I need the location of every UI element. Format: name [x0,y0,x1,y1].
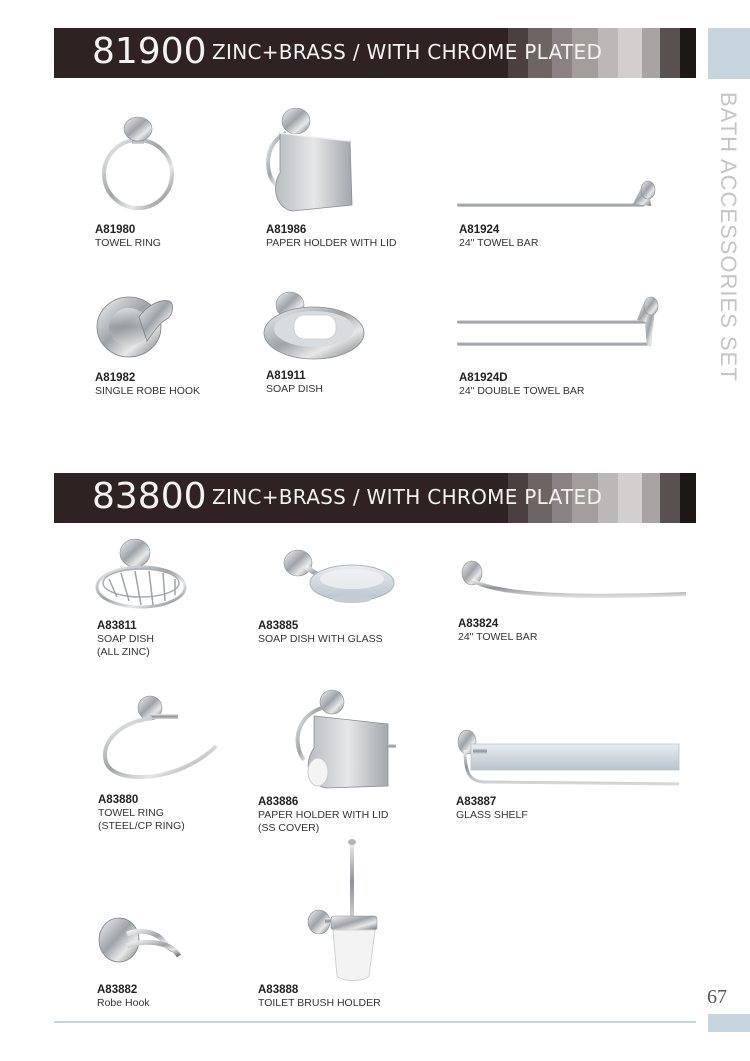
glass-soap-dish-icon [280,545,395,610]
product-code: A83888 [258,984,299,996]
product-code: A83885 [258,620,299,632]
product-label: 24" DOUBLE TOWEL BAR [459,385,585,397]
product-item [458,618,537,644]
product-item [258,620,383,646]
product-label: PAPER HOLDER WITH LID [258,809,389,821]
product-label: GLASS SHELF [456,809,528,821]
series-number: 81900 [92,31,207,72]
glass-shelf-icon [455,728,683,788]
section-banner-83800 [54,473,696,523]
paper-holder-icon [292,686,402,791]
product-item [456,796,528,822]
product-item [98,794,185,833]
product-label: SOAP DISH WITH GLASS [258,633,383,645]
towel-bar-icon [455,176,660,216]
product-label: (ALL ZINC) [97,646,150,658]
product-label: SOAP DISH [266,383,323,395]
product-label: SOAP DISH [97,633,154,645]
product-code: A81924 [459,224,500,236]
product-code: A83882 [97,984,138,996]
product-code: A81982 [95,372,136,384]
product-label: 24" TOWEL BAR [459,237,539,249]
section-banner-81900 [54,28,696,78]
side-title: BATH ACCESSORIES SET [716,92,741,382]
product-label: TOWEL RING [98,807,164,819]
product-label: TOILET BRUSH HOLDER [258,997,381,1009]
series-material: ZINC+BRASS / WITH CHROME PLATED [212,485,603,509]
product-code: A81980 [95,224,136,236]
footer-tab [708,1014,750,1032]
paper-holder-icon [262,103,362,218]
product-code: A83811 [97,620,137,632]
series-material: ZINC+BRASS / WITH CHROME PLATED [212,40,603,64]
product-code: A83886 [258,796,299,808]
soap-dish-icon [262,285,372,365]
product-code: A81911 [266,370,306,382]
towel-bar-icon [458,556,690,606]
footer-divider [54,1021,696,1023]
product-item [258,984,381,1010]
toilet-brush-holder-icon [305,838,395,983]
product-label: PAPER HOLDER WITH LID [266,237,397,249]
product-item [95,372,200,398]
page-number: 67 [707,986,727,1008]
product-item [266,370,323,396]
product-label: 24" TOWEL BAR [458,631,538,643]
product-item [95,224,161,250]
product-item [266,224,397,250]
product-code: A83887 [456,796,497,808]
robe-hook-icon [95,285,185,365]
product-label: (STEEL/CP RING) [98,820,185,832]
product-item [459,224,538,250]
product-label: (SS COVER) [258,822,320,834]
wire-soap-dish-icon [95,535,190,615]
product-item [459,372,585,398]
product-label: Robe Hook [97,997,150,1009]
product-item [97,984,150,1010]
double-towel-bar-icon [455,296,665,356]
product-code: A81986 [266,224,307,236]
product-code: A83880 [98,794,139,806]
product-code: A81924D [459,372,508,384]
product-code: A83824 [458,618,499,630]
towel-ring-icon [95,112,185,217]
product-label: SINGLE ROBE HOOK [95,385,201,397]
series-number: 83800 [92,476,207,517]
towel-ring-icon [100,692,220,784]
side-tab [708,28,750,79]
product-label: TOWEL RING [95,237,161,249]
double-robe-hook-icon [97,910,187,980]
product-item [97,620,154,659]
product-item [258,796,389,835]
